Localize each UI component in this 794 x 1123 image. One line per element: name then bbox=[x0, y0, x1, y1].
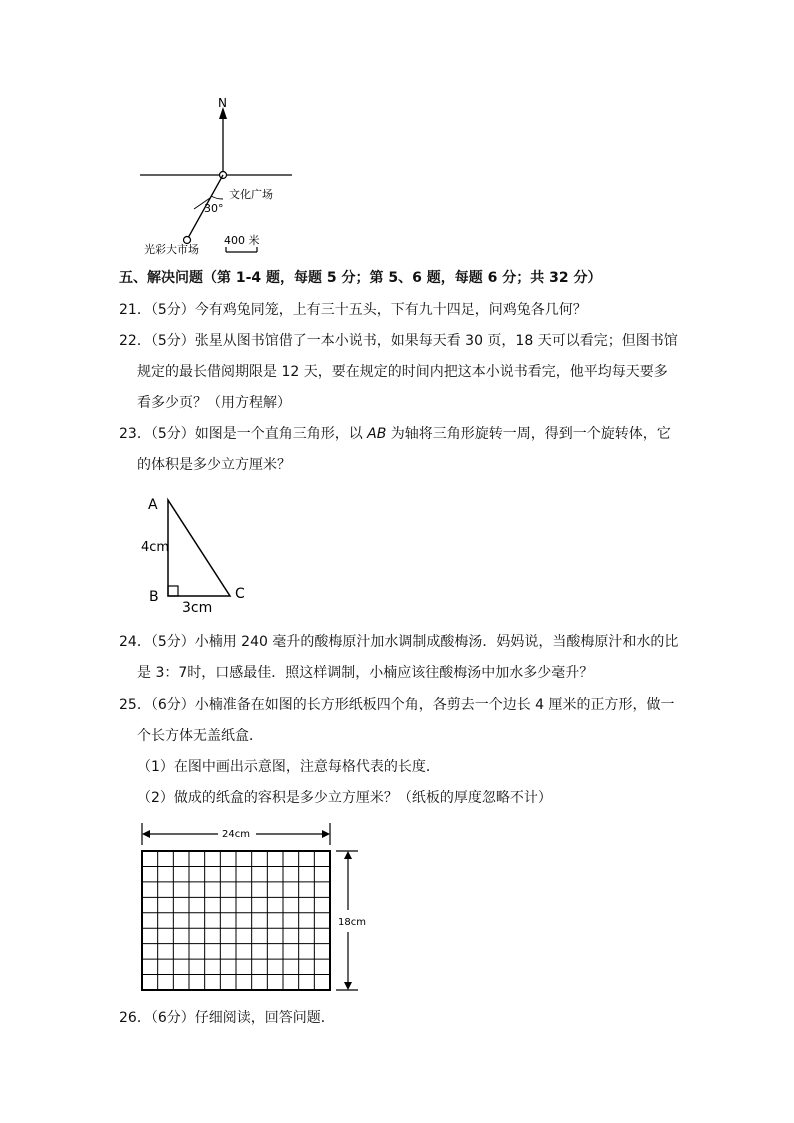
question-23-text-a: 23．（5分）如图是一个直角三角形，以 bbox=[119, 426, 368, 442]
question-26: 26．（6分）仔细阅读，回答问题． bbox=[119, 1010, 335, 1026]
compass-figure bbox=[130, 95, 310, 260]
question-22-line3: 看多少页？（用方程解） bbox=[137, 395, 291, 411]
question-23-line1 bbox=[119, 424, 671, 444]
vertex-b-label: B bbox=[149, 589, 159, 605]
angle-label: 30° bbox=[204, 202, 224, 215]
north-label: N bbox=[218, 96, 227, 110]
question-25-sub1: （1）在图中画出示意图，注意每格代表的长度． bbox=[137, 759, 440, 775]
grid-cells bbox=[142, 851, 330, 990]
question-25-line2: 个长方体无盖纸盒． bbox=[137, 728, 263, 744]
question-25-sub2: （2）做成的纸盒的容积是多少立方厘米？（纸板的厚度忽略不计） bbox=[137, 790, 552, 806]
question-25-line1: 25．（6分）小楠准备在如图的长方形纸板四个角，各剪去一个边长 4 厘米的正方形，做一 bbox=[119, 697, 675, 713]
vertex-a-label: A bbox=[148, 497, 158, 513]
width-label: 24cm bbox=[222, 829, 250, 840]
question-23-text-b: 为轴将三角形旋转一周，得到一个旋转体，它 bbox=[386, 426, 671, 442]
section-heading: 五、解决问题（第 1-4 题，每题 5 分；第 5、6 题，每题 6 分；共 32 分） bbox=[119, 270, 602, 286]
question-23-line2: 的体积是多少立方厘米？ bbox=[137, 457, 291, 473]
side-bc-label: 3cm bbox=[182, 600, 213, 616]
market-label: 光彩大市场 bbox=[144, 243, 199, 256]
scale-label: 400 米 bbox=[224, 234, 260, 247]
culture-square-label: 文化广场 bbox=[229, 188, 273, 201]
question-22-line1: 22．（5分）张星从图书馆借了一本小说书，如果每天看 30 页，18 天可以看完；但图书馆 bbox=[119, 333, 678, 349]
question-21: 21．（5分）今有鸡兔同笼，上有三十五头，下有九十四足，问鸡兔各几何？ bbox=[119, 302, 587, 318]
grid-figure bbox=[130, 820, 390, 995]
height-label: 18cm bbox=[338, 917, 366, 928]
question-24-line1: 24．（5分）小楠用 240 毫升的酸梅原汁加水调制成酸梅汤．妈妈说，当酸梅原汁和水的比 bbox=[119, 634, 679, 650]
question-24-line2: 是 3：7时，口感最佳．照这样调制，小楠应该往酸梅汤中加水多少毫升？ bbox=[137, 665, 594, 681]
question-23-var: AB bbox=[367, 426, 387, 442]
vertex-c-label: C bbox=[235, 586, 245, 602]
question-22-line2: 规定的最长借阅期限是 12 天，要在规定的时间内把这本小说书看完，他平均每天要多 bbox=[137, 364, 668, 380]
triangle-figure bbox=[135, 490, 255, 620]
side-ab-label: 4cm bbox=[141, 540, 170, 555]
